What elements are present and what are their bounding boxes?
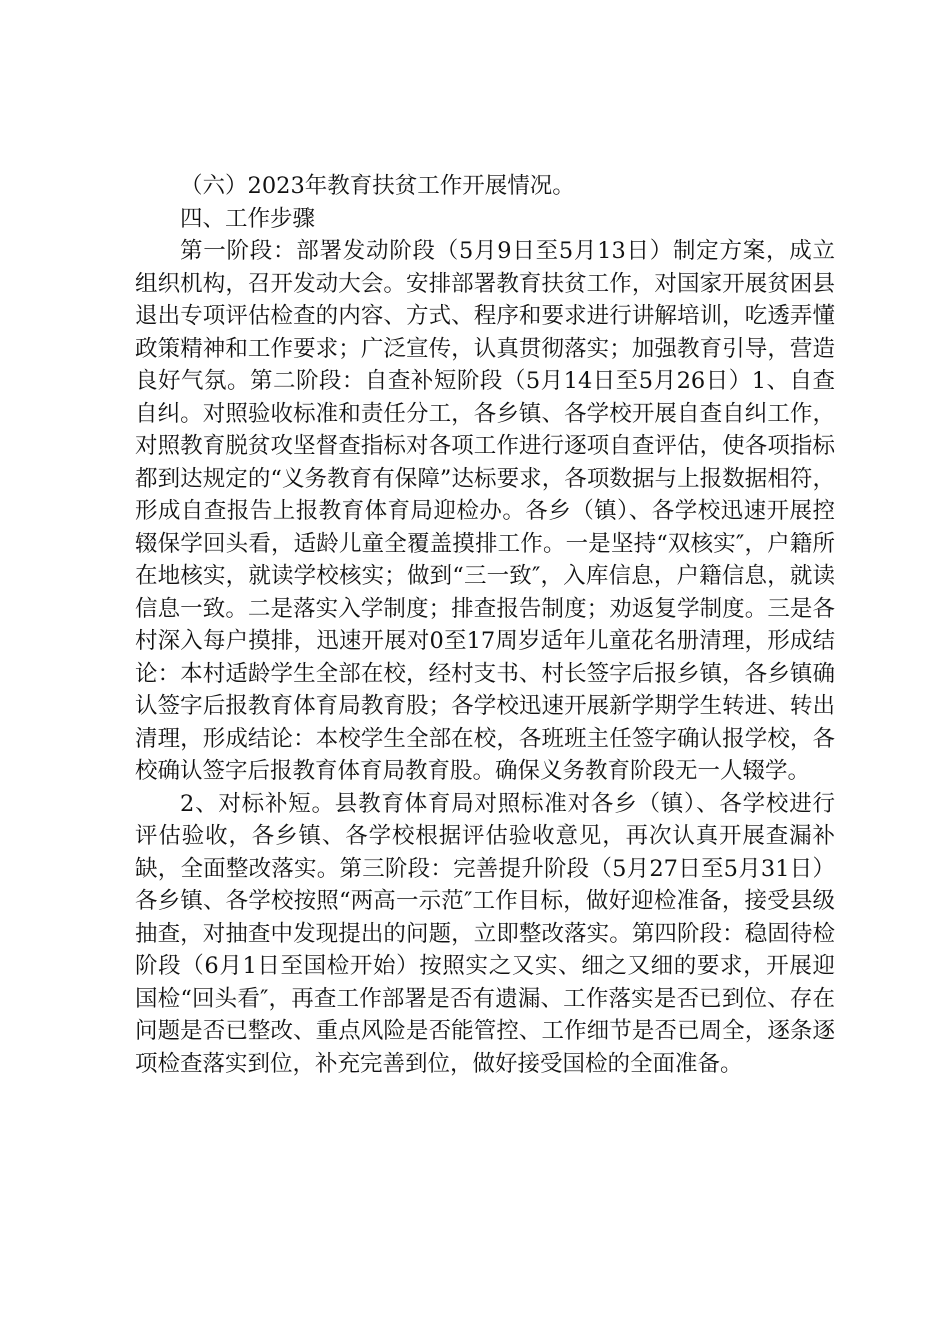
paragraph-section-six: （六）2023年教育扶贫工作开展情况。 [180,173,575,199]
document-body [135,170,835,1080]
heading-work-steps: 四、工作步骤 [180,205,316,232]
paragraph-stages-one-two: 第一阶段：部署发动阶段（5月9日至5月13日）制定方案，成立组织机构，召开发动大会。安排部署教育扶贫工作，对国家开展贫困县退出专项评估检查的内容、方式、程序和要求进行讲解培训，吃透弄懂政策精神和工作要求；广泛宣传，认真贯彻落实；加强教育引导，营造良好气氛。第二阶段：自查补短阶段（5月14日至5月26日）1、自查自纠。对照验收标准和责任分工，各乡镇、各学校开展自查自纠工作，对照教育脱贫攻坚督查指标对各项工作进行逐项自查评估，使各项指标都到达规定的“义务教育有保障”达标要求，各项数据与上报数据相符，形成自查报告上报教育体育局迎检办。各乡（镇）、各学校迅速开展控辍保学回头看，适龄儿童全覆盖摸排工作。一是坚持“双核实″，户籍所在地核实，就读学校核实；做到“三一致″，入库信息，户籍信息，就读信息一致。二是落实入学制度；排查报告制度；劝返复学制度。三是各村深入每户摸排，迅速开展对0至17周岁适年儿童花名册清理，形成结论：本村适龄学生全部在校，经村支书、村长签字后报乡镇，各乡镇确认签字后报教育体育局教育股；各学校迅速开展新学期学生转进、转出清理，形成结论：本校学生全部在校，各班班主任签字确认报学校，各校确认签字后报教育体育局教育股。确保义务教育阶段无一人辍学。 [135,238,835,784]
paragraph-stages-three-four: 2、对标补短。县教育体育局对照标准对各乡（镇）、各学校进行评估验收，各乡镇、各学校根据评估验收意见，再次认真开展查漏补缺，全面整改落实。第三阶段：完善提升阶段（5月27日至5月31日）各乡镇、各学校按照“两高一示范″工作目标，做好迎检准备，接受县级抽查，对抽查中发现提出的问题，立即整改落实。第四阶段：稳固待检阶段（6月1日至国检开始）按照实之又实、细之又细的要求，开展迎国检“回头看″，再查工作部署是否有遗漏、工作落实是否已到位、存在问题是否已整改、重点风险是否能管控、工作细节是否已周全，逐条逐项检查落实到位，补充完善到位，做好接受国检的全面准备。 [135,790,835,1077]
